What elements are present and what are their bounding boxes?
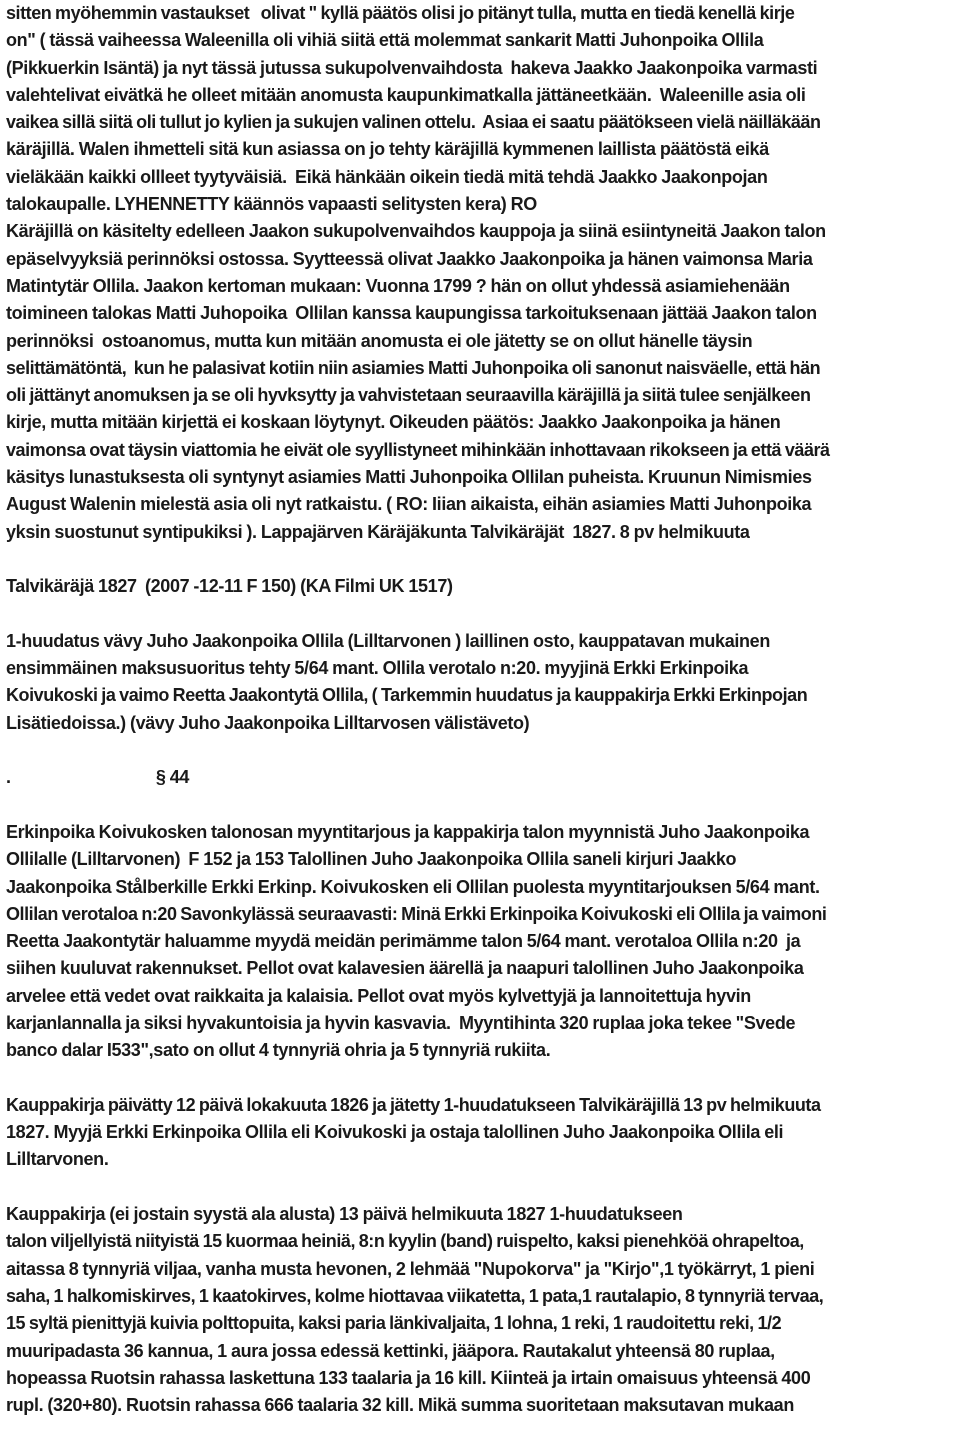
paragraph-section-heading: [6, 573, 954, 600]
text-line: Kauppakirja päivätty 12 päivä lokakuuta 1826 ja jätetty 1-huudatukseen Talvikäräjillä 13 pv helmikuuta: [6, 1094, 821, 1115]
text-line: Käräjillä on käsitelty edelleen Jaakon sukupolvenvaihdos kauppoja ja siinä esiintyneitä Jaakon talon: [6, 221, 826, 242]
text-line: selittämätöntä, kun he palasivat kotiin niin asiamies Matti Juhonpoika oli sanonut naisväelle, että hän: [6, 357, 821, 378]
text-line: Koivukoski ja vaimo Reetta Jaakontytä Ollila, ( Tarkemmin huudatus ja kauppakirja Erkki Erkinpojan: [6, 685, 808, 706]
text-line: toimineen talokas Matti Juhopoika Ollilan kanssa kaupungissa tarkoituksenaan jättää Jaakon talon: [6, 303, 817, 324]
paragraph-gap: [6, 601, 954, 628]
text-line: käräjillä. Walen ihmetteli sitä kun asiassa on jo tehty käräjillä kymmenen laillista päätöstä eikä: [6, 139, 769, 160]
text-line: (Pikkuerkin Isäntä) ja nyt tässä jutussa sukupolvenvaihdosta hakeva Jaakko Jaakonpoika varmasti: [6, 57, 818, 78]
paragraph-gap: [6, 792, 954, 819]
text-line: 15 syltä pienittyjä kuivia polttopuita, kaksi paria länkivaljaita, 1 lohna, 1 reki, 1 raudoitettu reki, 1/2: [6, 1313, 782, 1334]
text-line: 1-huudatus vävy Juho Jaakonpoika Ollila (Lilltarvonen ) laillinen osto, kauppatavan mukainen: [6, 630, 770, 651]
text-line: Kauppakirja (ei jostain syystä ala alusta) 13 päivä helmikuuta 1827 1-huudatukseen: [6, 1204, 683, 1225]
paragraph-gap: [6, 737, 954, 764]
text-line: Lilltarvonen.: [6, 1149, 109, 1170]
text-line: sitten myöhemmin vastaukset olivat " kyllä päätös olisi jo pitänyt tulla, mutta en tiedä kenellä kirje: [6, 3, 795, 23]
section-heading: Talvikäräjä 1827 (2007 -12-11 F 150) (KA Filmi UK 1517): [6, 576, 453, 597]
text-line: kirje, mutta mitään kirjettä ei koskaan löytynyt. Oikeuden päätös: Jaakko Jaakonpoika ja hänen: [6, 412, 781, 433]
paragraph-section-number: [6, 764, 954, 791]
text-line: epäselvyyksiä perinnöksi ostossa. Syytteessä olivat Jaakko Jaakonpoika ja hänen vaimonsa Maria: [6, 248, 813, 269]
paragraph-gap: [6, 1065, 954, 1092]
text-line: talokaupalle. LYHENNETTY käännös vapaasti selitysten kera) RO: [6, 194, 537, 215]
text-line: Lisätiedoissa.) (vävy Juho Jaakonpoika Lilltarvosen välistäveto): [6, 712, 530, 733]
text-line: vieläkään kaikki ollleet tyytyväisiä. Eikä hänkään oikein tiedä mitä tehdä Jaakko Jaakonpojan: [6, 166, 768, 187]
document-page: [6, 0, 954, 1419]
text-line: on" ( tässä vaiheessa Waleenilla oli vihiä siitä että molemmat sankarit Matti Juhonpoika Ollila: [6, 30, 764, 51]
text-line: 1827. Myyjä Erkki Erkinpoika Ollila eli Koivukoski ja ostaja talollinen Juho Jaakonpoika Ollila eli: [6, 1122, 784, 1143]
text-line: perinnöksi ostoanomus, mutta kun mitään anomusta ei ole jätetty se on ollut hänelle täysin: [6, 330, 753, 351]
paragraph-court-record: [6, 0, 954, 546]
text-line: muuripadasta 36 kannua, 1 aura jossa edessä kettinki, jääpora. Rautakalut yhteensä 80 ruplaa,: [6, 1340, 775, 1361]
paragraph-first-proclamation: [6, 628, 954, 737]
text-line: rupl. (320+80). Ruotsin rahassa 666 taalaria 32 kill. Mikä summa suoritetaan maksutavan mukaan: [6, 1395, 794, 1416]
text-line: vaimonsa ovat täysin viattomia he eivät ole syyllistyneet mihinkään inhottavaan rikokseen ja että väärä: [6, 439, 830, 460]
paragraph-sale-offer: [6, 819, 954, 1065]
text-line: Matintytär Ollila. Jaakon kertoman mukaan: Vuonna 1799 ? hän on ollut yhdessä asiamiehenään: [6, 275, 790, 296]
text-line: arvelee että vedet ovat raikkaita ja kalaisia. Pellot ovat myös kylvettyjä ja lannoitettuja hyvin: [6, 985, 751, 1006]
paragraph-gap: [6, 546, 954, 573]
paragraph-gap: [6, 1174, 954, 1201]
section-number: . § 44: [6, 767, 190, 788]
text-line: Jaakonpoika Stålberkille Erkki Erkinp. Koivukosken eli Ollilan puolesta myyntitarjouksen 5/64 mant.: [6, 876, 820, 897]
paragraph-deed-dated: [6, 1092, 954, 1174]
text-line: hopeassa Ruotsin rahassa laskettuna 133 taalaria ja 16 kill. Kiinteä ja irtain omaisuus yhteensä 400: [6, 1367, 811, 1388]
text-line: Ollilan verotaloa n:20 Savonkylässä seuraavasti: Minä Erkki Erkinpoika Koivukoski eli Ollila ja vaimoni: [6, 903, 827, 924]
paragraph-deed-inventory: [6, 1201, 954, 1419]
text-line: saha, 1 halkomiskirves, 1 kaatokirves, kolme hiottavaa viikatetta, 1 pata,1 rautalapio, 8 tynnyriä tervaa,: [6, 1285, 824, 1306]
text-line: siihen kuuluvat rakennukset. Pellot ovat kalavesien äärellä ja naapuri talollinen Juho Jaakonpoika: [6, 958, 804, 979]
text-line: Erkinpoika Koivukosken talonosan myyntitarjous ja kappakirja talon myynnistä Juho Jaakonpoika: [6, 821, 810, 842]
text-line: August Walenin mielestä asia oli nyt ratkaistu. ( RO: Iiian aikaista, eihän asiamies Matti Juhonpoika: [6, 494, 812, 515]
text-line: talon viljellyistä niityistä 15 kuormaa heiniä, 8:n kyylin (band) ruispelto, kaksi pienehköä ohrapeltoa,: [6, 1231, 804, 1252]
text-line: käsitys lunastuksesta oli syntynyt asiamies Matti Juhonpoika Ollilan puheista. Kruunun Nimismies: [6, 467, 812, 488]
text-line: Ollilalle (Lilltarvonen) F 152 ja 153 Talollinen Juho Jaakonpoika Ollila saneli kirjuri Jaakko: [6, 849, 737, 870]
text-line: Reetta Jaakontytär haluamme myydä meidän perimämme talon 5/64 mant. verotaloa Ollila n:20 ja: [6, 931, 801, 952]
text-line: vaikea sillä siitä oli tullut jo kylien ja sukujen valinen ottelu. Asiaa ei saatu päätökseen vielä näilläkään: [6, 112, 821, 133]
text-line: banco dalar I533",sato on ollut 4 tynnyriä ohria ja 5 tynnyriä rukiita.: [6, 1040, 551, 1061]
text-line: ensimmäinen maksusuoritus tehty 5/64 mant. Ollila verotalo n:20. myyjinä Erkki Erkinpoika: [6, 658, 749, 679]
text-line: valehtelivat eivätkä he olleet mitään anomusta kaupunkimatkalla jättäneetkään. Waleenille asia oli: [6, 84, 806, 105]
text-line: yksin suostunut syntipukiksi ). Lappajärven Käräjäkunta Talvikäräjät 1827. 8 pv helmikuuta: [6, 521, 750, 542]
text-line: karjanlannalla ja siksi hyvakuntoisia ja hyvin kasvavia. Myyntihinta 320 ruplaa joka tekee "Svede: [6, 1012, 796, 1033]
text-line: oli jättänyt anomuksen ja se oli hyvksytty ja vahvistetaan seuraavilla käräjillä ja siitä tulee senjälkeen: [6, 385, 811, 406]
text-line: aitassa 8 tynnyriä viljaa, vanha musta hevonen, 2 lehmää "Nupokorva" ja "Kirjo",1 työkärryt, 1 pieni: [6, 1258, 815, 1279]
